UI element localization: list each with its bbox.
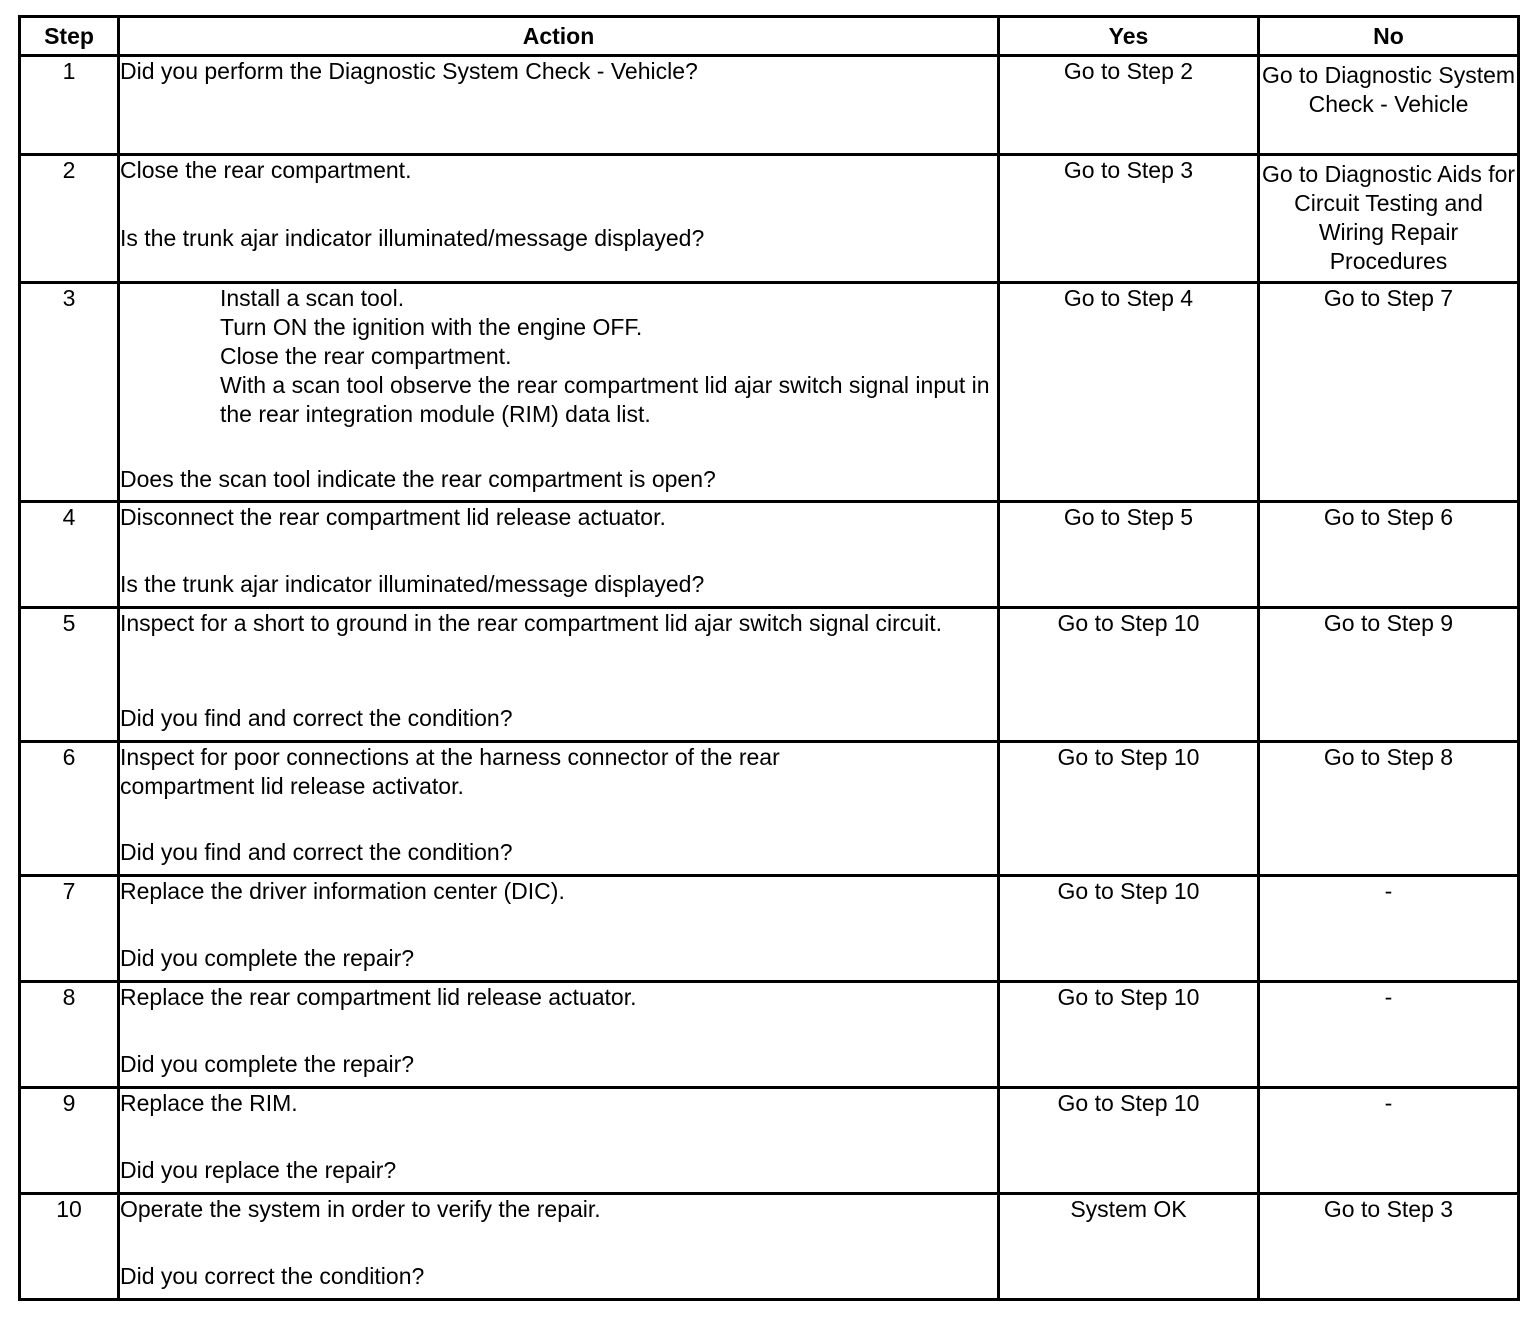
action-content bbox=[120, 284, 997, 494]
no-cell: - bbox=[1259, 1088, 1519, 1194]
step-number: 9 bbox=[20, 1088, 119, 1194]
yes-cell: Go to Step 10 bbox=[999, 742, 1259, 876]
yes-cell: Go to Step 4 bbox=[999, 283, 1259, 502]
yes-cell: System OK bbox=[999, 1194, 1259, 1300]
yes-cell: Go to Step 10 bbox=[999, 1088, 1259, 1194]
table-row bbox=[20, 876, 1519, 982]
table-row bbox=[20, 155, 1519, 283]
step-number: 1 bbox=[20, 56, 119, 155]
action-cell bbox=[119, 742, 999, 876]
header-action: Action bbox=[119, 17, 999, 56]
action-cell bbox=[119, 283, 999, 502]
substep-item: Close the rear compartment. bbox=[220, 343, 512, 369]
action-text: Inspect for poor connections at the harness connector of the rear compartment lid release activator. bbox=[120, 744, 780, 799]
action-cell bbox=[119, 608, 999, 742]
table-row bbox=[20, 283, 1519, 502]
substep-list bbox=[120, 284, 997, 429]
no-cell: Go to Step 9 bbox=[1259, 608, 1519, 742]
action-content bbox=[120, 983, 997, 1079]
action-cell bbox=[119, 1088, 999, 1194]
no-cell: Go to Step 3 bbox=[1259, 1194, 1519, 1300]
action-text: Operate the system in order to verify the repair. bbox=[120, 1196, 601, 1222]
header-no: No bbox=[1259, 17, 1519, 56]
yes-cell: Go to Step 3 bbox=[999, 155, 1259, 283]
no-cell: Go to Step 8 bbox=[1259, 742, 1519, 876]
action-question: Is the trunk ajar indicator illuminated/message displayed? bbox=[120, 571, 705, 597]
step-number: 4 bbox=[20, 502, 119, 608]
yes-cell: Go to Step 5 bbox=[999, 502, 1259, 608]
no-cell: Go to Diagnostic Aids for Circuit Testing and Wiring Repair Procedures bbox=[1259, 155, 1519, 283]
yes-cell: Go to Step 2 bbox=[999, 56, 1259, 155]
action-cell bbox=[119, 876, 999, 982]
yes-cell: Go to Step 10 bbox=[999, 608, 1259, 742]
action-content bbox=[120, 1195, 997, 1291]
action-text: Disconnect the rear compartment lid release actuator. bbox=[120, 504, 666, 530]
action-cell bbox=[119, 982, 999, 1088]
substep-item: With a scan tool observe the rear compartment lid ajar switch signal input in the rear integration module (RIM) data list. bbox=[220, 372, 990, 427]
action-question: Does the scan tool indicate the rear compartment is open? bbox=[120, 466, 716, 492]
action-text: Replace the RIM. bbox=[120, 1090, 298, 1116]
step-number: 5 bbox=[20, 608, 119, 742]
table-row bbox=[20, 1088, 1519, 1194]
action-question: Did you find and correct the condition? bbox=[120, 839, 513, 865]
header-row bbox=[20, 17, 1519, 56]
no-cell: - bbox=[1259, 982, 1519, 1088]
action-text: Replace the driver information center (DIC). bbox=[120, 878, 565, 904]
table-row bbox=[20, 742, 1519, 876]
substep-item: Turn ON the ignition with the engine OFF. bbox=[220, 314, 643, 340]
substep-item: Install a scan tool. bbox=[220, 285, 405, 311]
step-number: 10 bbox=[20, 1194, 119, 1300]
action-content bbox=[120, 743, 997, 867]
no-cell: Go to Step 6 bbox=[1259, 502, 1519, 608]
action-text: Replace the rear compartment lid release actuator. bbox=[120, 984, 637, 1010]
action-content bbox=[120, 156, 997, 262]
step-number: 3 bbox=[20, 283, 119, 502]
action-cell bbox=[119, 502, 999, 608]
action-content bbox=[120, 503, 997, 599]
yes-cell: Go to Step 10 bbox=[999, 982, 1259, 1088]
action-cell bbox=[119, 56, 999, 155]
action-question: Did you complete the repair? bbox=[120, 1051, 415, 1077]
no-cell: Go to Diagnostic System Check - Vehicle bbox=[1259, 56, 1519, 155]
step-number: 8 bbox=[20, 982, 119, 1088]
action-cell bbox=[119, 1194, 999, 1300]
action-content bbox=[120, 609, 997, 733]
action-question: Did you replace the repair? bbox=[120, 1157, 397, 1183]
table-row bbox=[20, 56, 1519, 155]
step-number: 6 bbox=[20, 742, 119, 876]
no-cell: Go to Step 7 bbox=[1259, 283, 1519, 502]
header-step: Step bbox=[20, 17, 119, 56]
action-question: Did you complete the repair? bbox=[120, 945, 415, 971]
action-text: Inspect for a short to ground in the rear compartment lid ajar switch signal circuit. bbox=[120, 610, 942, 636]
action-cell bbox=[119, 155, 999, 283]
action-text: Close the rear compartment. bbox=[120, 157, 412, 183]
action-text: Did you perform the Diagnostic System Check - Vehicle? bbox=[120, 58, 698, 84]
table-row bbox=[20, 502, 1519, 608]
table-row bbox=[20, 982, 1519, 1088]
step-number: 7 bbox=[20, 876, 119, 982]
action-question: Did you correct the condition? bbox=[120, 1263, 425, 1289]
action-question: Did you find and correct the condition? bbox=[120, 705, 513, 731]
action-content bbox=[120, 1089, 997, 1185]
action-content bbox=[120, 877, 997, 973]
no-cell: - bbox=[1259, 876, 1519, 982]
action-question: Is the trunk ajar indicator illuminated/message displayed? bbox=[120, 225, 705, 251]
diagnostic-table bbox=[18, 15, 1520, 1301]
table-row bbox=[20, 1194, 1519, 1300]
step-number: 2 bbox=[20, 155, 119, 283]
table-row bbox=[20, 608, 1519, 742]
yes-cell: Go to Step 10 bbox=[999, 876, 1259, 982]
header-yes: Yes bbox=[999, 17, 1259, 56]
action-content bbox=[120, 57, 997, 153]
